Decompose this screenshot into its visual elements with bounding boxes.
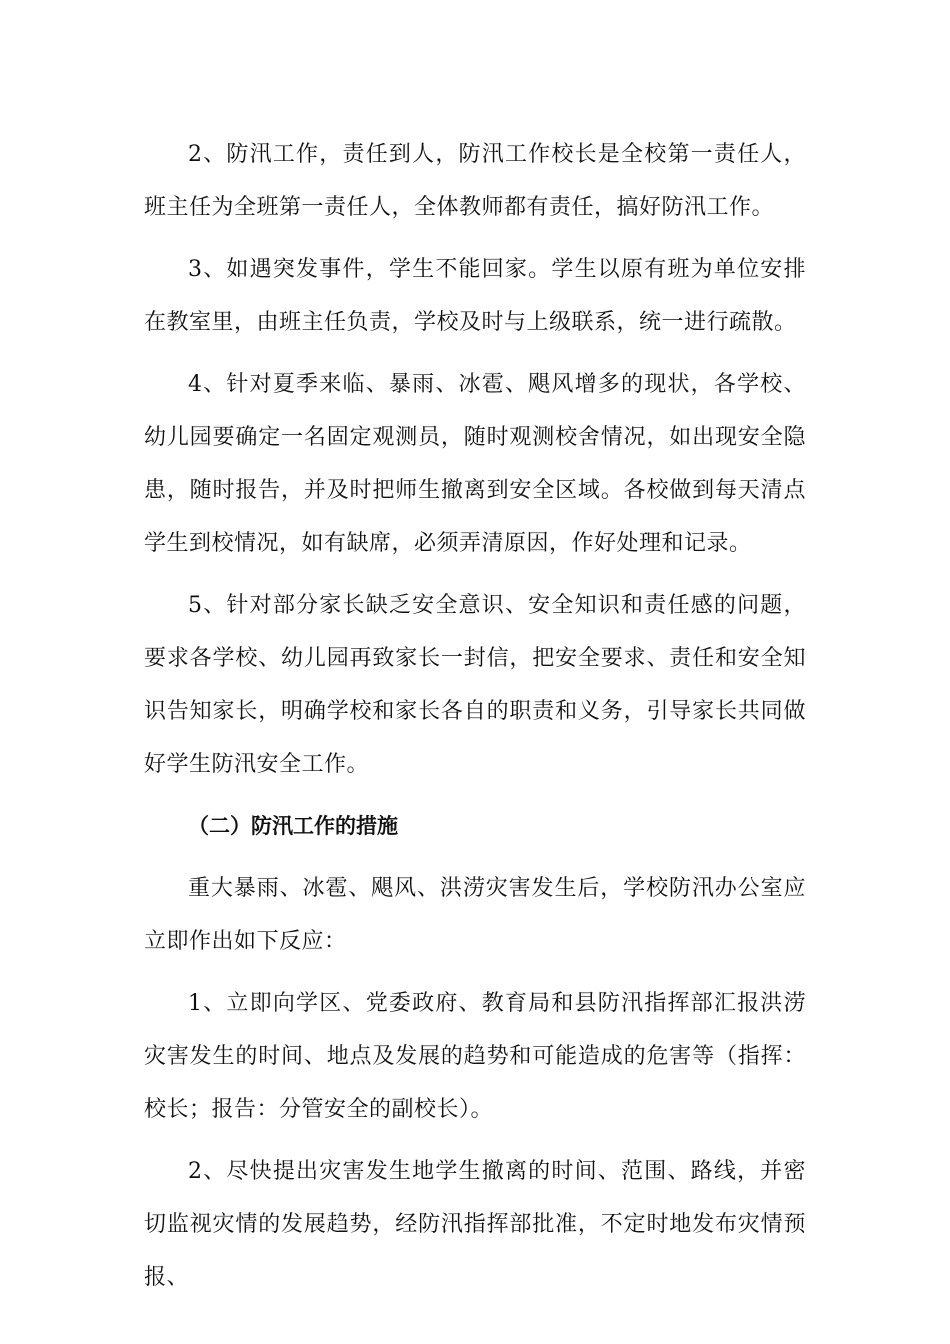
paragraph-evacuation: 2、尽快提出灾害发生地学生撤离的时间、范围、路线，并密切监视灾情的发展趋势，经防汛指挥部批准，不定时地发布灾情预报、 [144, 1159, 806, 1290]
paragraph-report: 1、立即向学区、党委政府、教育局和县防汛指挥部汇报洪涝灾害发生的时间、地点及发展的趋势和可能造成的危害等（指挥：校长；报告：分管安全的副校长）。 [144, 991, 806, 1122]
document-body [144, 128, 806, 1313]
paragraph-emergency: 3、如遇突发事件，学生不能回家。学生以原有班为单位安排在教室里，由班主任负责，学校及时与上级联系，统一进行疏散。 [144, 257, 806, 335]
paragraph-responsibility: 2、防汛工作，责任到人，防汛工作校长是全校第一责任人，班主任为全班第一责任人，全体教师都有责任，搞好防汛工作。 [144, 142, 806, 220]
paragraph-observation: 4、针对夏季来临、暴雨、冰雹、飓风增多的现状，各学校、幼儿园要确定一名固定观测员，随时观测校舍情况，如出现安全隐患，随时报告，并及时把师生撤离到安全区域。各校做到每天清点学生到校情况，如有缺席，必须弄清原因，作好处理和记录。 [144, 372, 806, 556]
paragraph-parents: 5、针对部分家长缺乏安全意识、安全知识和责任感的问题，要求各学校、幼儿园再致家长一封信，把安全要求、责任和安全知识告知家长，明确学校和家长各自的职责和义务，引导家长共同做好学生防汛安全工作。 [144, 593, 806, 777]
paragraph-response-intro: 重大暴雨、冰雹、飓风、洪涝灾害发生后，学校防汛办公室应立即作出如下反应： [144, 876, 806, 954]
section-heading: （二）防汛工作的措施 [188, 814, 398, 838]
